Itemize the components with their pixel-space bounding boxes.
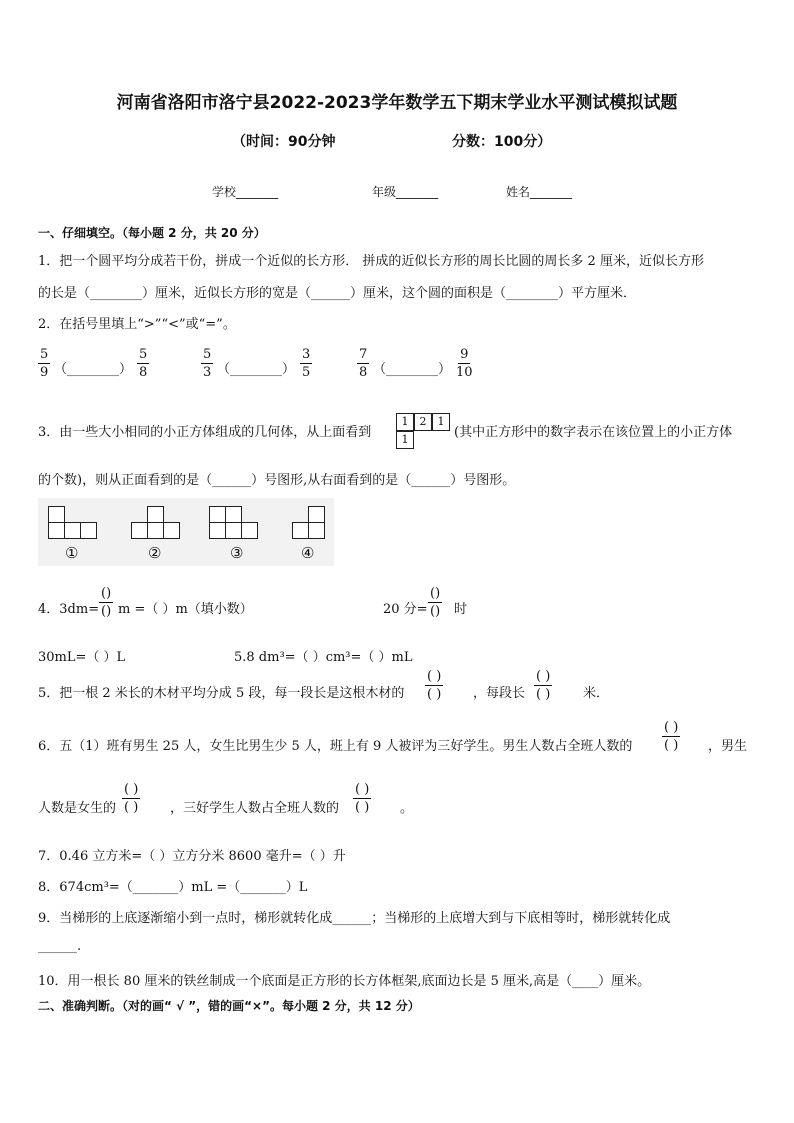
q2-text: 2．在括号里填上“>”“<”或“=”。: [38, 317, 236, 332]
q4-part-a-rest: m =（ ）m（填小数）: [118, 602, 253, 617]
figure-label: ①: [65, 544, 79, 562]
q5-text-c: 米．: [583, 686, 610, 701]
cube-square: [48, 506, 65, 523]
name-field: 姓名_______: [506, 185, 573, 199]
section1-heading: 一、仔细填空。（每小题 2 分，共 20 分）: [38, 226, 266, 240]
q4-fraction: () (): [430, 586, 441, 619]
figure-label: ②: [148, 544, 162, 562]
q2-fraction: $\frac{5}{3}$: [203, 347, 212, 380]
cube-square: [147, 506, 164, 523]
q4-part-d: 5.8 dm³=（ ）cm³=（ ）mL: [234, 650, 413, 665]
cube-square: [48, 522, 65, 539]
cube-square: [209, 506, 226, 523]
q6-fraction-blank[interactable]: ( ) ( ): [124, 782, 139, 815]
q2-fraction: $\frac{5}{8}$: [139, 347, 148, 380]
cube-square: [209, 522, 226, 539]
cube-square: [225, 522, 242, 539]
cube-square: [308, 506, 325, 523]
top-view-grid: [396, 413, 452, 449]
cube-square: [308, 522, 325, 539]
cube-square: [163, 522, 180, 539]
q6-fraction-blank[interactable]: ( ) ( ): [664, 720, 679, 753]
q5-fraction-blank[interactable]: ( ) ( ): [536, 669, 551, 702]
cube-square: [292, 522, 309, 539]
q2-fraction: $\frac{7}{8}$: [359, 347, 368, 380]
grid-cell: 2: [414, 413, 432, 431]
grid-cell: 1: [396, 431, 414, 449]
q4-part-a: 4．3dm=: [38, 602, 100, 617]
q1-line1: 1．把一个圆平均分成若干份，拼成一个近似的长方形． 拼成的近似长方形的周长比圆的周长多 2 厘米，近似长方形: [38, 254, 704, 269]
school-field: 学校_______: [212, 185, 279, 199]
q6-text-c: 人数是女生的: [38, 801, 117, 816]
q5-text: 5．把一根 2 米长的木材平均分成 5 段，每一段长是这根木材的: [38, 686, 405, 701]
q3-line1a: 3．由一些大小相同的小正方体组成的几何体，从上面看到: [38, 425, 372, 440]
q6-fraction-blank[interactable]: ( ) ( ): [355, 782, 370, 815]
q2-fraction: $\frac{5}{9}$: [40, 347, 49, 380]
q10-text: 10．用一根长 80 厘米的铁丝制成一个底面是正方形的长方体框架,底面边长是 5 厘米,高是（____）厘米。: [38, 974, 651, 989]
grade-field: 年级_______: [372, 185, 439, 199]
figure-label: ③: [230, 544, 244, 562]
cube-square: [225, 506, 242, 523]
q8-text: 8．674cm³=（_______）mL =（_______）L: [38, 880, 308, 895]
q9-line1: 9．当梯形的上底逐渐缩小到一点时，梯形就转化成______；当梯形的上底增大到与下底相等时，梯形就转化成: [38, 911, 671, 926]
q2-fraction: $\frac{9}{10}$: [456, 347, 473, 380]
q5-text-b: ，每段长: [473, 686, 526, 701]
q6-text-a: 6．五（1）班有男生 25 人，女生比男生少 5 人，班上有 9 人被评为三好学生。男生人数占全班人数的: [38, 739, 633, 754]
q7-text: 7．0.46 立方米=（ ）立方分米 8600 毫升=（ ）升: [38, 849, 346, 864]
q6-text-e: 。: [400, 801, 414, 816]
q4-part-b-unit: 时: [454, 602, 468, 617]
grid-cell: 1: [432, 413, 450, 431]
q3-line1b: (其中正方形中的数字表示在该位置上的小正方体: [454, 425, 733, 440]
q6-text-d: ，三好学生人数占全班人数的: [170, 801, 340, 816]
cube-square: [64, 522, 81, 539]
q4-part-c: 30mL=（ ）L: [38, 650, 126, 665]
view-options-figure: [38, 498, 334, 566]
exam-time: （时间：90分钟: [232, 134, 336, 150]
q9-line2: ______.: [38, 939, 82, 954]
q2-blank[interactable]: （________）: [217, 362, 296, 377]
q2-blank[interactable]: （________）: [373, 362, 452, 377]
figure-label: ④: [301, 544, 315, 562]
cube-square: [80, 522, 97, 539]
q5-fraction-blank[interactable]: ( ) ( ): [427, 669, 442, 702]
q6-text-b: ，男生: [708, 739, 748, 754]
q4-part-b: 20 分=: [383, 602, 428, 617]
cube-square: [131, 522, 148, 539]
q3-line2: 的个数)，则从正面看到的是（______）号图形,从右面看到的是（______）号图形。: [38, 473, 516, 488]
q2-blank[interactable]: （________）: [54, 362, 133, 377]
cube-square: [147, 522, 164, 539]
cube-square: [241, 522, 258, 539]
grid-cell: 1: [396, 413, 414, 431]
q2-fraction: $\frac{3}{5}$: [302, 347, 311, 380]
q4-fraction: () (): [101, 586, 112, 619]
page-title: 河南省洛阳市洛宁县2022-2023学年数学五下期末学业水平测试模拟试题: [116, 93, 678, 113]
q1-line2: 的长是（________）厘米，近似长方形的宽是（______）厘米，这个圆的面积是（________）平方厘米．: [38, 286, 637, 301]
section2-heading: 二、准确判断。（对的画“ √ ”，错的画“×”。每小题 2 分，共 12 分）: [38, 999, 420, 1013]
exam-score: 分数：100分）: [452, 134, 552, 150]
